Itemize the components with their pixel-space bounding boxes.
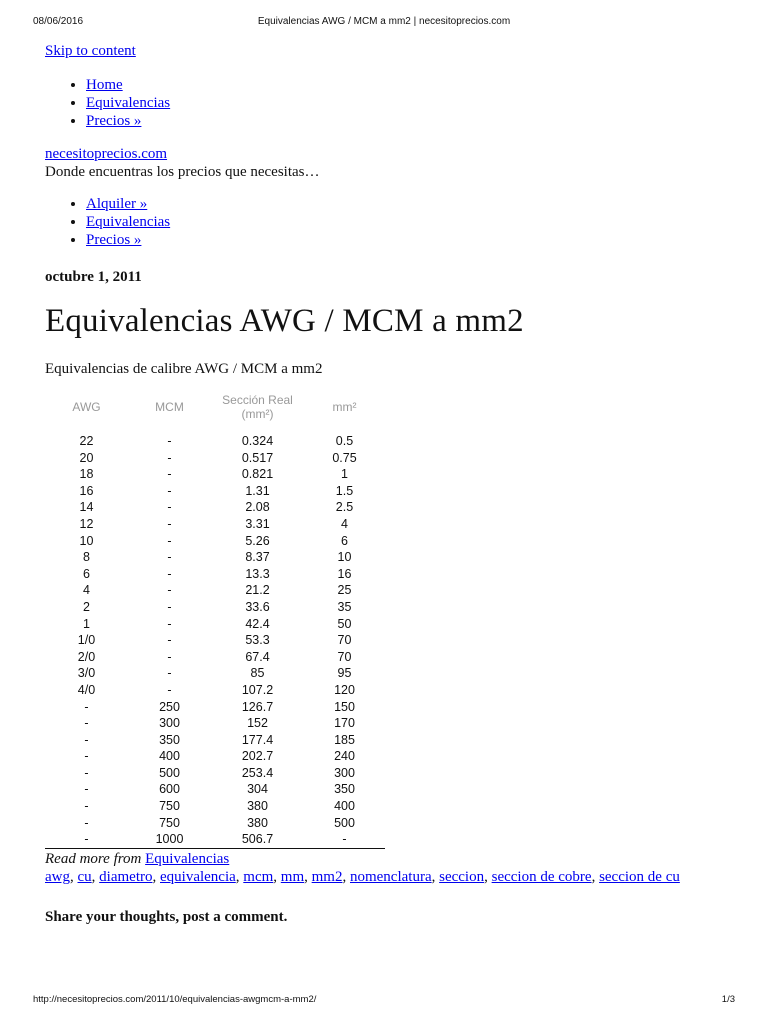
secondary-menu-item-precios [86,231,725,249]
top-menu-item-equivalencias [86,94,725,112]
cell-mm2: 0.5 [335,434,354,448]
table-row [45,665,385,682]
header-awg: AWG [72,400,101,414]
cell-mm2: 1.5 [335,483,354,498]
cell-awg: 1/0 [77,633,96,648]
top-menu-link-home[interactable]: Home [86,77,123,93]
cell-seccion-real: 380 [247,815,268,830]
cell-seccion-real: 177.4 [241,732,274,747]
top-menu [45,76,725,130]
cell-mcm: 600 [159,782,180,797]
cell-mm2: 170 [334,716,355,731]
cell-seccion-real: 202.7 [241,749,274,764]
cell-mcm: 1000 [155,832,184,847]
tag-link[interactable]: seccion de cobre [491,868,592,885]
table-row [45,781,385,798]
cell-awg: - [84,749,89,764]
cell-mcm: - [167,566,172,581]
tag-link[interactable]: seccion [439,868,485,885]
table-row [45,748,385,765]
cell-mm2: 2.5 [335,500,354,515]
table-row [45,682,385,699]
cell-mm2: 150 [334,699,355,714]
cell-awg: 18 [79,467,94,482]
print-page-title: Equivalencias AWG / MCM a mm2 | necesitoprecios.com [257,16,511,27]
print-page-number: 1/3 [721,994,735,1005]
table-row [45,765,385,782]
tag-link[interactable]: mcm [243,868,274,885]
cell-seccion-real: 67.4 [245,649,270,664]
cell-awg: 2 [83,599,90,614]
secondary-menu-item-alquiler [86,195,725,213]
tag-link[interactable]: seccion de cu [599,868,680,885]
cell-mm2: 50 [337,616,352,631]
top-menu-link-equivalencias[interactable]: Equivalencias [86,95,171,111]
table-row [45,599,385,616]
cell-mm2: 16 [337,566,352,581]
cell-mm2: 35 [337,599,352,614]
cell-awg: - [84,732,89,747]
header-seccion-real: Sección Real (mm²) [222,393,293,421]
cell-mm2: 10 [337,550,352,565]
cell-mcm: 500 [159,765,180,780]
cell-awg: 3/0 [77,666,96,681]
table-row [45,732,385,749]
cell-mm2: 400 [334,799,355,814]
cell-awg: - [84,765,89,780]
cell-awg: 20 [79,450,94,465]
cell-seccion-real: 2.08 [245,500,270,515]
read-more-category-link[interactable]: Equivalencias [145,850,230,867]
header-mm2: mm² [332,400,357,414]
site-title-link[interactable]: necesitoprecios.com [45,146,168,162]
read-more [45,850,725,868]
cell-seccion-real: 253.4 [241,765,274,780]
tag-link[interactable]: cu [77,868,92,885]
cell-mm2: 120 [334,682,355,697]
cell-awg: - [84,782,89,797]
table-row [45,433,385,450]
cell-awg: 4/0 [77,682,96,697]
cell-mm2: 70 [337,633,352,648]
cell-mm2: 0.75 [332,450,357,465]
secondary-menu-link-alquiler[interactable]: Alquiler » [86,196,148,212]
cell-mcm: - [167,599,172,614]
cell-awg: - [84,716,89,731]
tag-link[interactable]: mm2 [311,868,343,885]
cell-seccion-real: 506.7 [241,832,274,847]
cell-mm2: 6 [341,533,348,548]
cell-mm2: 70 [337,649,352,664]
cell-mcm: 750 [159,799,180,814]
equivalence-table [45,393,385,849]
cell-mcm: - [167,550,172,565]
table-row [45,483,385,500]
top-menu-item-precios [86,112,725,130]
cell-seccion-real: 33.6 [245,599,270,614]
cell-mcm: - [167,682,172,697]
table-row [45,533,385,550]
cell-mcm: 300 [159,716,180,731]
cell-mcm: - [167,633,172,648]
cell-seccion-real: 3.31 [245,516,270,531]
table-row [45,466,385,483]
cell-awg: 8 [83,550,90,565]
cell-seccion-real: 85 [250,666,265,681]
cell-mm2: 185 [334,732,355,747]
secondary-menu-link-precios[interactable]: Precios » [86,232,142,248]
table-row [45,516,385,533]
table-row [45,649,385,666]
cell-seccion-real: 0.517 [241,450,274,465]
cell-seccion-real: 126.7 [241,699,274,714]
table-row [45,616,385,633]
secondary-menu-item-equivalencias [86,213,725,231]
site-tagline: Donde encuentras los precios que necesitas… [45,164,320,180]
print-date: 08/06/2016 [33,16,84,27]
cell-awg: - [84,699,89,714]
page-content [45,41,725,927]
cell-awg: 12 [79,516,94,531]
cell-seccion-real: 152 [247,716,268,731]
cell-mm2: 240 [334,749,355,764]
cell-seccion-real: 21.2 [245,583,270,598]
table-row [45,549,385,566]
post-subtitle: Equivalencias de calibre AWG / MCM a mm2 [45,361,323,377]
cell-mm2: 1 [341,467,348,482]
cell-mm2: 500 [334,815,355,830]
cell-mm2: 300 [334,765,355,780]
cell-seccion-real: 42.4 [245,616,270,631]
cell-seccion-real: 0.324 [241,434,274,448]
cell-seccion-real: 53.3 [245,633,270,648]
print-header [33,16,735,30]
cell-awg: 10 [79,533,94,548]
print-footer [33,994,735,1008]
cell-awg: 14 [79,500,94,515]
table-row [45,582,385,599]
cell-awg: 16 [79,483,94,498]
cell-mcm: - [167,616,172,631]
cell-mcm: - [167,434,172,448]
tag-link[interactable]: awg [45,868,70,885]
cell-seccion-real: 380 [247,799,268,814]
cell-seccion-real: 13.3 [245,566,270,581]
cell-awg: 4 [83,583,90,598]
cell-seccion-real: 8.37 [245,550,270,565]
cell-awg: 2/0 [77,649,96,664]
table-header-row [45,393,385,433]
cell-seccion-real: 107.2 [241,682,274,697]
tag-link[interactable]: equivalencia [160,868,236,885]
table-body [45,433,385,848]
cell-awg: 22 [79,434,94,448]
table-row [45,831,385,848]
cell-mcm: - [167,516,172,531]
top-menu-item-home [86,76,725,94]
cell-mcm: - [167,483,172,498]
cell-mcm: 350 [159,732,180,747]
cell-mcm: - [167,666,172,681]
post-date: octubre 1, 2011 [45,269,142,285]
cell-mcm: - [167,500,172,515]
top-menu-link-precios[interactable]: Precios » [86,113,142,129]
cell-awg: 6 [83,566,90,581]
cell-mm2: 25 [337,583,352,598]
cell-mcm: - [167,467,172,482]
cell-awg: - [84,815,89,830]
tag-link[interactable]: diametro [99,868,153,885]
cell-seccion-real: 0.821 [241,467,274,482]
tag-list: awg, cu, diametro, equivalencia, mcm, mm, mm2, nomenclatura, seccion, seccion de cobre, seccion de cu [45,868,680,885]
cell-seccion-real: 304 [247,782,268,797]
cell-awg: - [84,832,89,847]
cell-mcm: - [167,533,172,548]
table-row [45,632,385,649]
cell-mcm: 250 [159,699,180,714]
cell-awg: - [84,799,89,814]
cell-mm2: 4 [341,516,348,531]
cell-mm2: - [342,832,347,847]
post-title: Equivalencias AWG / MCM a mm2 [45,303,524,339]
cell-mcm: 400 [159,749,180,764]
table-row [45,798,385,815]
skip-to-content-link[interactable]: Skip to content [45,43,136,59]
table-row [45,450,385,467]
secondary-menu-link-equivalencias[interactable]: Equivalencias [86,214,171,230]
tag-link[interactable]: nomenclatura [349,868,432,885]
header-mcm: MCM [155,400,184,414]
cell-awg: 1 [83,616,90,631]
table-row [45,566,385,583]
cell-mm2: 95 [337,666,352,681]
cell-mcm: - [167,583,172,598]
table-row [45,499,385,516]
read-more-prefix: Read more from [45,850,142,867]
cell-mcm: - [167,649,172,664]
cell-seccion-real: 1.31 [245,483,270,498]
cell-mcm: 750 [159,815,180,830]
table-row [45,699,385,716]
tag-link[interactable]: mm [280,868,305,885]
table-row [45,815,385,832]
cell-mm2: 350 [334,782,355,797]
secondary-menu [45,195,725,249]
cell-seccion-real: 5.26 [245,533,270,548]
table-row [45,715,385,732]
print-url: http://necesitoprecios.com/2011/10/equivalencias-awgmcm-a-mm2/ [33,994,317,1005]
share-prompt: Share your thoughts, post a comment. [45,908,288,925]
cell-mcm: - [167,450,172,465]
